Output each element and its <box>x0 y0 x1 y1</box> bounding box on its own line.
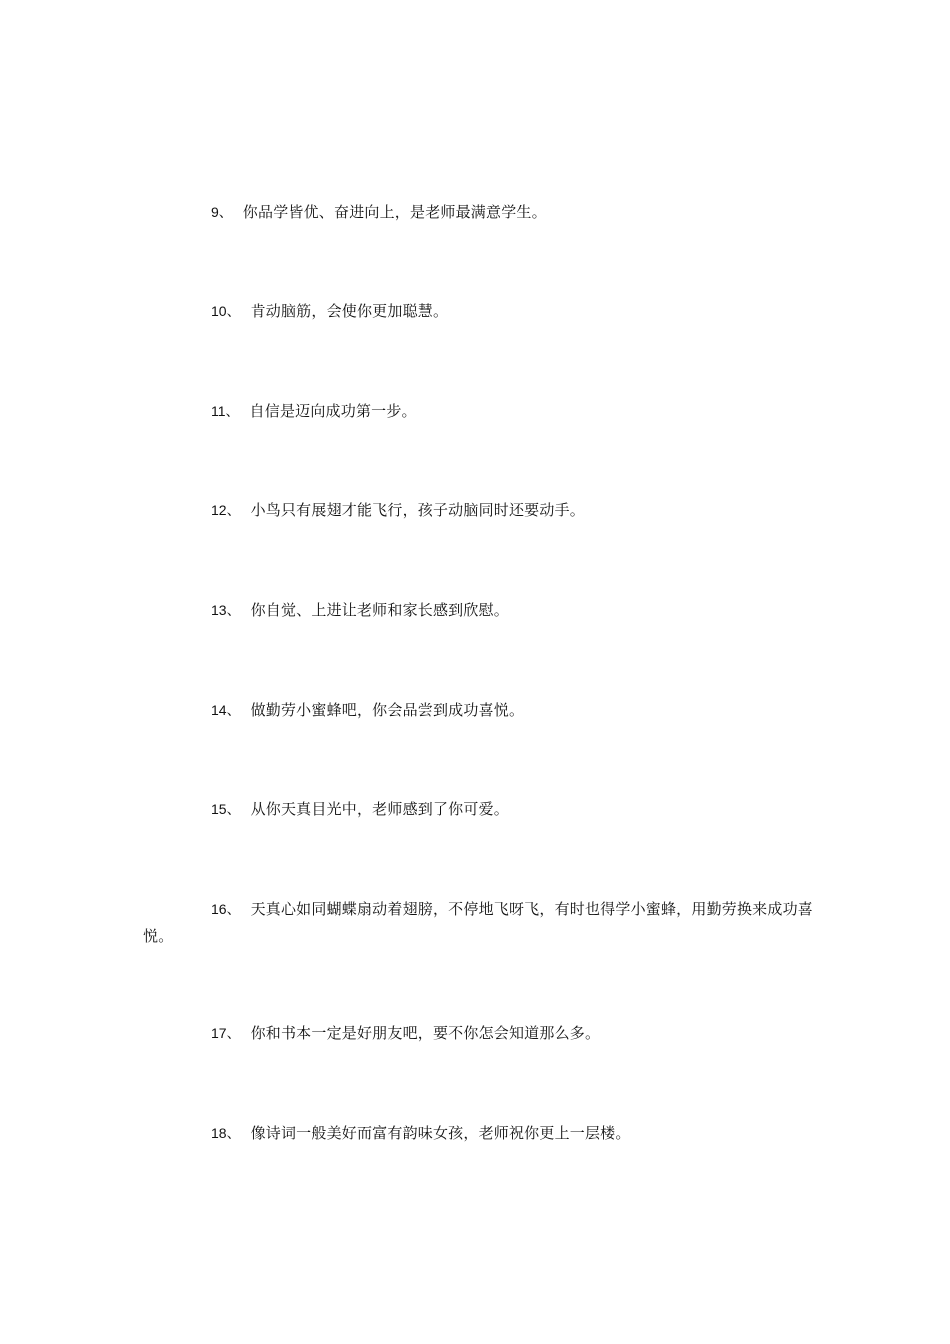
item-number: 12、 <box>211 502 241 518</box>
item-text: 小鸟只有展翅才能飞行，孩子动脑同时还要动手。 <box>250 501 585 519</box>
item-number: 14、 <box>211 702 241 718</box>
item-text: 像诗词一般美好而富有韵味女孩，老师祝你更上一层楼。 <box>250 1124 631 1142</box>
list-item <box>143 1120 815 1147</box>
item-text: 你自觉、上进让老师和家长感到欣慰。 <box>250 601 509 619</box>
item-text: 自信是迈向成功第一步。 <box>249 402 417 420</box>
item-text: 天真心如同蝴蝶扇动着翅膀，不停地飞呀飞，有时也得学小蜜蜂，用勤劳换来成功喜悦。 <box>143 900 813 945</box>
item-text: 你品学皆优、奋进向上，是老师最满意学生。 <box>242 203 547 221</box>
item-text: 做勤劳小蜜蜂吧，你会品尝到成功喜悦。 <box>250 701 525 719</box>
list-item <box>143 497 815 524</box>
list-item <box>143 896 815 950</box>
item-number: 17、 <box>211 1025 241 1041</box>
item-text: 你和书本一定是好朋友吧，要不你怎会知道那么多。 <box>250 1024 601 1042</box>
list-item <box>143 398 815 425</box>
list-item <box>143 697 815 724</box>
item-number: 18、 <box>211 1125 241 1141</box>
item-number: 13、 <box>211 602 241 618</box>
list-item <box>143 597 815 624</box>
item-number: 11、 <box>211 403 240 419</box>
item-number: 9、 <box>211 204 233 220</box>
item-text: 从你天真目光中，老师感到了你可爱。 <box>250 800 509 818</box>
list-item <box>143 1020 815 1047</box>
list-item <box>143 298 815 325</box>
item-text: 肯动脑筋，会使你更加聪慧。 <box>250 302 449 320</box>
list-item <box>143 796 815 823</box>
item-number: 15、 <box>211 801 241 817</box>
list-item <box>143 199 815 226</box>
item-number: 16、 <box>211 901 241 917</box>
item-number: 10、 <box>211 303 241 319</box>
